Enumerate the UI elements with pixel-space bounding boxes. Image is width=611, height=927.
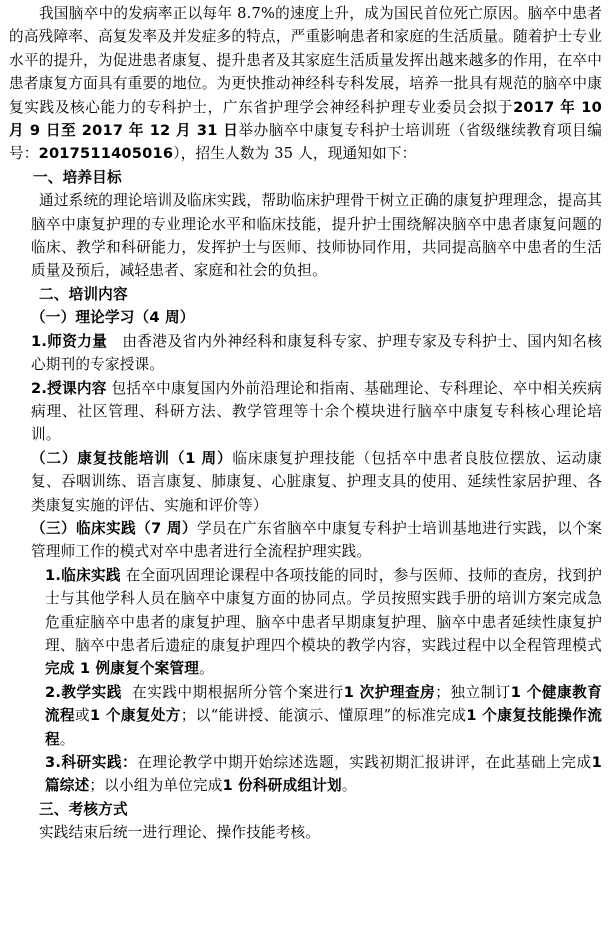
subsection-1-heading: （一）理论学习（4 周） bbox=[31, 309, 195, 327]
teaching-practice-label: 2.教学实践 bbox=[45, 683, 122, 701]
subsection-3-heading: （三）临床实践（7 周） bbox=[31, 519, 197, 537]
intro-text: 我国脑卒中的发病率正以每年 8.7%的速度上升，成为国民首位死亡原因。脑卒中患者的高残障率、高复发率及并发症多的特点，严重影响患者和家庭的生活质量。随着护士专业水平的提升，为促进患者康复、提升患者及其家庭生活质量发挥出越来越多的作用，在卒中患者康复方面具有重要的地位。为更快推动神经科专科发展，培养一批具有规范的脑卒中康复实践及核心能力的专科护士，广东省护理学会神经科护理专业委员会拟于 bbox=[9, 5, 602, 116]
research-practice-label: 3.科研实践： bbox=[45, 754, 138, 771]
clinical-practice-tail: 。 bbox=[199, 660, 214, 678]
clinical-practice-item bbox=[9, 564, 602, 681]
research-practice-text-1: 在理论教学中期开始综述选题，实践初期汇报讲评，在此基础上完成 bbox=[137, 754, 592, 771]
subsection-3 bbox=[9, 517, 602, 564]
section-1-heading: 一、培养目标 bbox=[33, 168, 122, 186]
section-3-body: 实践结束后统一进行理论、操作技能考核。 bbox=[39, 824, 321, 842]
item-teachers-text: 由香港及省内外神经科和康复科专家、护理专家及专科护士、国内知名核心期刊的专家授课。 bbox=[31, 332, 602, 374]
subsection-2 bbox=[9, 447, 602, 517]
subsection-2-heading: （二）康复技能培训（1 周） bbox=[31, 449, 233, 467]
clinical-practice-text: 在全面巩固理论课程中各项技能的同时，参与医师、技师的查房，找到护士与其他学科人员在脑卒中康复方面的协同点。学员按照实践手册的培训方案完成急危重症脑卒中患者的康复护理、脑卒中患者早期康复护理、脑卒中患者延续性康复护理、脑卒中患者后遗症的康复护理四个模块的教学内容，实践过程中以全程管理模式 bbox=[45, 566, 602, 654]
teaching-practice-text-2: ；独立制订 bbox=[435, 683, 511, 701]
teaching-practice-text-5: 。 bbox=[59, 730, 75, 748]
research-practice-req-1: 1 篇综述 bbox=[45, 754, 602, 795]
section-2-heading: 二、培训内容 bbox=[39, 285, 128, 303]
intro-text-mid: 举办脑卒中康复专科护士培训班（省级继续教育项目编号： bbox=[9, 122, 602, 163]
research-practice-text-2: ；以小组为单位完成 bbox=[89, 777, 223, 795]
item-courses bbox=[9, 377, 602, 447]
clinical-practice-label: 1.临床实践 bbox=[45, 566, 121, 584]
item-teachers bbox=[9, 330, 602, 377]
section-3-heading: 三、考核方式 bbox=[39, 800, 128, 818]
subsection-2-text: 临床康复护理技能（包括卒中患者良肢位摆放、运动康复、吞咽训练、语言康复、肺康复、心脏康复、护理支具的使用、延续性家居护理、各类康复实施的评估、实施和评价等） bbox=[31, 449, 602, 514]
project-number: 2017511405016 bbox=[38, 145, 174, 163]
training-dates: 2017 年 10 月 9 日至 2017 年 12 月 31 日 bbox=[9, 98, 603, 140]
subsection-3-text: 学员在广东省脑卒中康复专科护士培训基地进行实践，以个案管理师工作的模式对卒中患者进行全流程护理实践。 bbox=[31, 519, 602, 561]
teaching-practice-req-4: 1 个康复技能操作流程 bbox=[45, 707, 603, 748]
teaching-practice-req-1: 1 次护理查房 bbox=[343, 683, 436, 701]
research-practice-item bbox=[9, 751, 602, 798]
teaching-practice-text-1: 在实践中期根据所分管个案进行 bbox=[132, 683, 344, 701]
item-courses-label: 2.授课内容 bbox=[31, 379, 107, 397]
intro-paragraph bbox=[9, 2, 602, 166]
section-1-body: 通过系统的理论培训及临床实践，帮助临床护理骨干树立正确的康复护理理念，提高其脑卒中康复护理的专业理论水平和临床技能，提升护士围绕解决脑卒中患者康复问题的临床、教学和科研能力，发挥护士与医师、技师协同作用，共同提高脑卒中患者的生活质量及预后，减轻患者、家庭和社会的负担。 bbox=[31, 192, 602, 280]
clinical-practice-requirement: 完成 1 例康复个案管理 bbox=[45, 660, 200, 678]
teaching-practice-req-3: 1 个康复处方 bbox=[90, 707, 181, 725]
teaching-practice-item bbox=[9, 681, 602, 751]
teaching-practice-req-2: 1 个健康教育流程 bbox=[45, 683, 602, 725]
item-courses-text: 包括卒中康复国内外前沿理论和指南、基础理论、专科理论、卒中相关疾病病理、社区管理、科研方法、教学管理等十余个模块进行脑卒中康复专科核心理论培训。 bbox=[31, 379, 603, 444]
research-practice-req-2: 1 份科研成组计划 bbox=[222, 777, 342, 795]
teaching-practice-text-3: 或 bbox=[75, 707, 90, 725]
intro-text-end: ），招生人数为 35 人，现通知如下： bbox=[173, 145, 417, 163]
teaching-practice-text-4: ；以“能讲授、能演示、懂原理”的标准完成 bbox=[180, 707, 467, 725]
research-practice-text-3: 。 bbox=[341, 777, 357, 795]
item-teachers-label: 1.师资力量 bbox=[31, 332, 108, 350]
